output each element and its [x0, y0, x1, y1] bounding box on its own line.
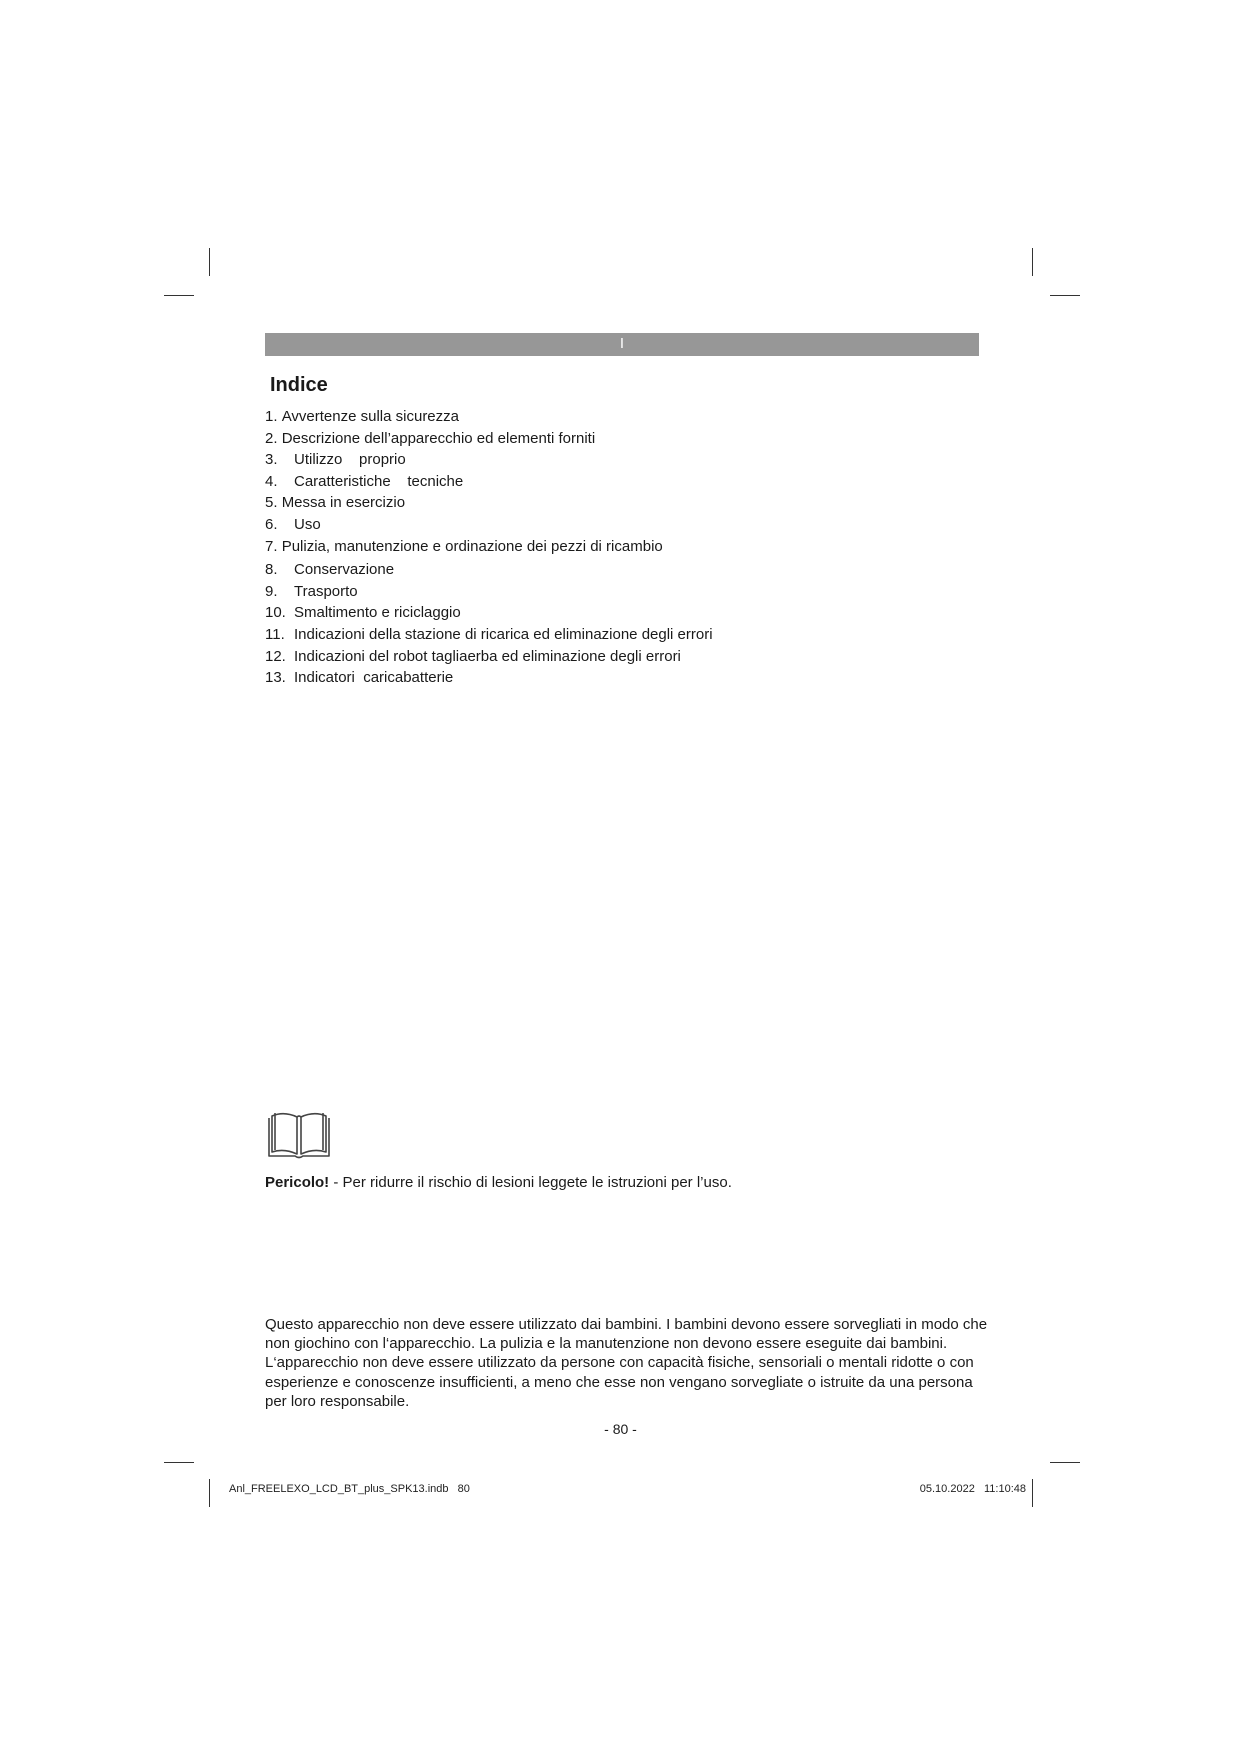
print-slug-datetime: 05.10.2022 11:10:48 [919, 1483, 1026, 1495]
toc-item [265, 406, 985, 428]
toc-item [265, 602, 985, 624]
toc-item [265, 492, 985, 514]
toc-item-number: 8. [265, 561, 278, 579]
page-number: - 80 - [604, 1421, 637, 1437]
toc-item-number: 11. [265, 625, 285, 643]
danger-text: - Per ridurre il rischio di lesioni leggete le istruzioni per l’uso. [329, 1174, 732, 1191]
crop-mark-bottom-left-horizontal [164, 1462, 194, 1463]
toc-title: Indice [270, 374, 328, 396]
book-icon [266, 1110, 332, 1160]
toc-item-label: Indicatori caricabatterie [294, 669, 454, 687]
toc-item-number: 6. [265, 515, 278, 533]
toc-item [265, 646, 985, 668]
toc-item-label: Conservazione [294, 561, 395, 579]
toc-item-number: 4. [265, 472, 278, 490]
toc-item [265, 536, 985, 558]
toc-item [265, 514, 985, 536]
crop-mark-top-right-horizontal [1050, 295, 1080, 296]
crop-mark-bottom-right-vertical [1032, 1479, 1033, 1507]
language-header-bar [265, 333, 979, 356]
toc-list [265, 406, 985, 689]
toc-item-number: 2. [265, 429, 278, 447]
toc-item-number: 7. [265, 537, 278, 555]
toc-item-label: Caratteristiche tecniche [294, 472, 464, 490]
toc-item-label: Descrizione dell’apparecchio ed elementi forniti [281, 429, 596, 447]
toc-item [265, 581, 985, 603]
toc-item-label: Indicazioni del robot tagliaerba ed eliminazione degli errori [294, 647, 681, 665]
language-letter: I [619, 335, 625, 352]
toc-item-label: Utilizzo proprio [294, 451, 406, 469]
toc-item-label: Indicazioni della stazione di ricarica ed eliminazione degli errori [294, 625, 713, 643]
print-slug-file: Anl_FREELEXO_LCD_BT_plus_SPK13.indb 80 [229, 1483, 470, 1495]
danger-label: Pericolo! [265, 1174, 330, 1191]
toc-item [265, 428, 985, 450]
toc-item [265, 471, 985, 493]
crop-mark-top-left-vertical [209, 248, 210, 276]
toc-item-number: 9. [265, 582, 278, 600]
children-safety-paragraph: Questo apparecchio non deve essere utilizzato dai bambini. I bambini devono essere sorvegliati in modo che non giochino con l‘apparecchio. La pulizia e la manutenzione non devono essere eseguite dai bambini. L‘apparecchio non deve essere utilizzato da persone con capacità fisiche, sensoriali o mentali ridotte o con esperienze e conoscenze insufficienti, a meno che esse non vengano sorvegliate o istruite da una persona per loro responsabile. [265, 1316, 988, 1410]
toc-item-number: 12. [265, 647, 286, 665]
danger-notice [265, 1173, 985, 1193]
toc-item-number: 5. [265, 494, 278, 512]
toc-item-label: Avvertenze sulla sicurezza [281, 408, 459, 425]
toc-item-number: 10. [265, 604, 286, 622]
toc-item [265, 449, 985, 471]
crop-mark-bottom-right-horizontal [1050, 1462, 1080, 1463]
crop-mark-top-left-horizontal [164, 295, 194, 296]
toc-item-label: Uso [294, 515, 321, 533]
toc-item [265, 624, 985, 646]
toc-item [265, 667, 985, 689]
toc-item-label: Smaltimento e riciclaggio [294, 604, 461, 622]
toc-item-label: Pulizia, manutenzione e ordinazione dei pezzi di ricambio [281, 537, 663, 555]
crop-mark-bottom-left-vertical [209, 1479, 210, 1507]
toc-item-label: Trasporto [294, 582, 358, 600]
toc-item-label: Messa in esercizio [281, 494, 406, 512]
toc-item-number: 3. [265, 451, 278, 469]
toc-item [265, 559, 985, 581]
crop-mark-top-right-vertical [1032, 248, 1033, 276]
toc-item-number: 13. [265, 669, 286, 687]
toc-item-number: 1. [265, 408, 278, 425]
